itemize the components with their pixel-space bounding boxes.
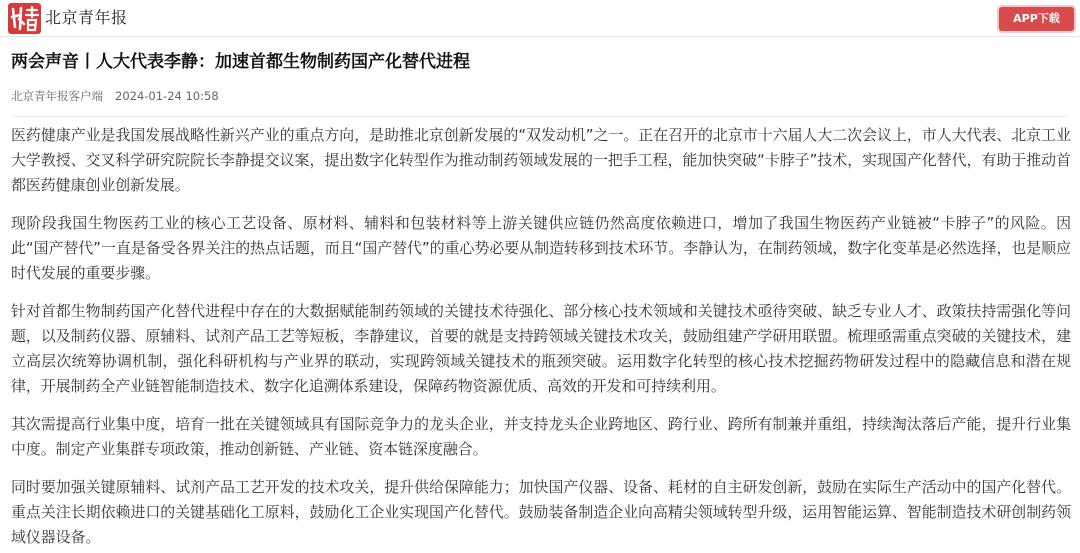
article-meta xyxy=(11,88,231,104)
article-paragraph: 医药健康产业是我国发展战略性新兴产业的重点方向，是助推北京创新发展的“双发动机”之一。正在召开的北京市十六届人大二次会议上，市人大代表、北京工业大学教授、交叉科学研究院院长李静提交议案，提出数字化转型作为推动制药领域发展的一把手工程，能加快突破“卡脖子”技术，实现国产化替代，有助于推动首都医药健康创业创新发展。 xyxy=(11,126,1071,194)
article-title: 两会声音丨人大代表李静：加速首都生物制药国产化替代进程 xyxy=(11,52,470,72)
article-paragraph: 其次需提高行业集中度，培育一批在关键领域具有国际竞争力的龙头企业，并支持龙头企业跨地区、跨行业、跨所有制兼并重组，持续淘汰落后产能，提升行业集中度。制定产业集群专项政策，推动创新链、产业链、资本链深度融合。 xyxy=(11,415,1071,458)
article-source: 北京青年报客户端 xyxy=(11,89,103,103)
top-bar xyxy=(0,0,1080,37)
app-download-button[interactable]: APP下载 xyxy=(999,7,1074,31)
logo-mark-icon xyxy=(8,3,41,34)
article-datetime: 2024-01-24 10:58 xyxy=(115,89,219,103)
article-paragraph: 现阶段我国生物医药工业的核心工艺设备、原材料、辅料和包装材料等上游关键供应链仍然高度依赖进口，增加了我国生物医药产业链被“卡脖子”的风险。因此“国产替代”一直是备受各界关注的热点话题，而且“国产替代”的重心势必要从制造转移到技术环节。李静认为，在制药领域，数字化变革是必然选择，也是顺应时代发展的重要步骤。 xyxy=(11,214,1071,282)
article-paragraph: 针对首都生物制药国产化替代进程中存在的大数据赋能制药领域的关键技术待强化、部分核心技术领域和关键技术亟待突破、缺乏专业人才、政策扶持需强化等问题，以及制药仪器、原辅料、试剂产品工艺等短板，李静建议，首要的就是支持跨领域关键技术攻关，鼓励组建产学研用联盟。梳理亟需重点突破的关键技术，建立高层次统筹协调机制，强化科研机构与产业界的联动，实现跨领域关键技术的瓶颈突破。运用数字化转型的核心技术挖掘药物研发过程中的隐藏信息和潜在规律，开展制药全产业链智能制造技术、数字化追溯体系建设，保障药物资源优质、高效的开发和可持续利用。 xyxy=(11,302,1071,395)
brand-name: 北京青年报 xyxy=(45,8,128,27)
logo[interactable] xyxy=(8,3,41,34)
article-body xyxy=(11,123,1071,553)
article-paragraph: 同时要加强关键原辅料、试剂产品工艺开发的技术攻关，提升供给保障能力；加快国产仪器、设备、耗材的自主研发创新，鼓励在实际生产活动中的国产化替代。重点关注长期依赖进口的关键基础化工原料，鼓励化工企业实现国产化替代。鼓励装备制造企业向高精尖领域转型升级，运用智能运算、智能制造技术研创制药领域仪器设备。 xyxy=(11,478,1071,546)
divider xyxy=(11,116,1069,117)
